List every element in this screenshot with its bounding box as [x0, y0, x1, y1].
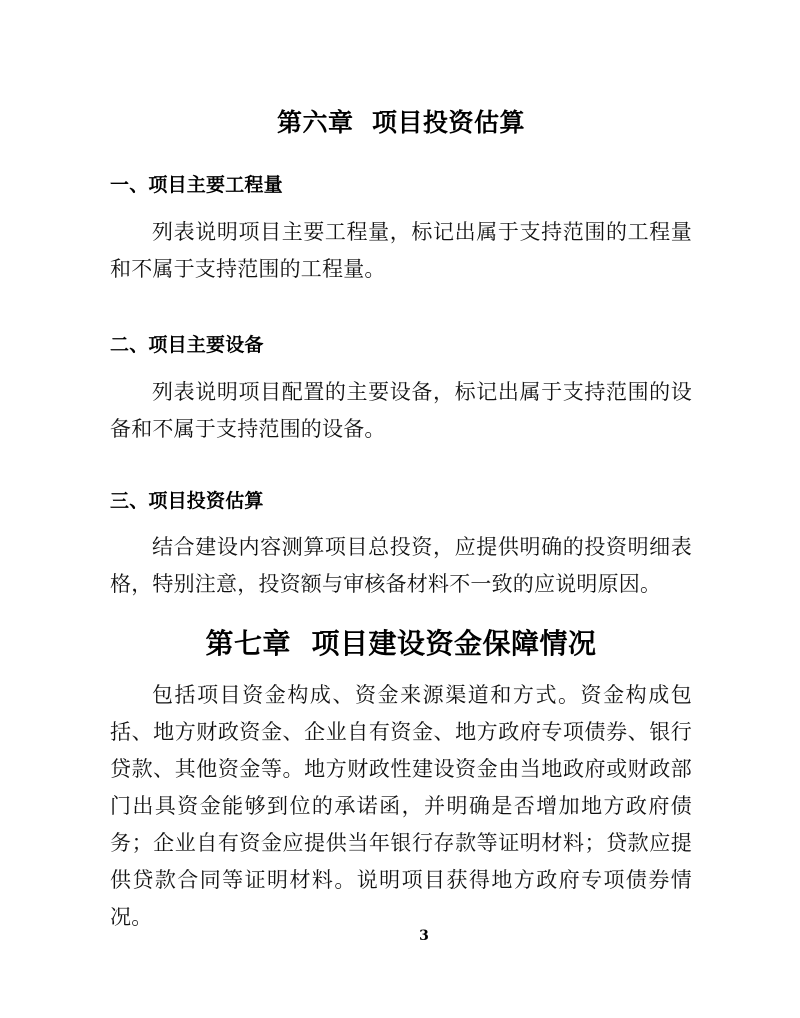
page-content [110, 0, 692, 936]
page-number: 3 [419, 928, 429, 944]
section-heading-3: 三、项目投资估算 [110, 489, 264, 512]
section-body-1: 列表说明项目主要工程量，标记出属于支持范围的工程量和不属于支持范围的工程量。 [110, 219, 692, 281]
section-body-3: 结合建设内容测算项目总投资，应提供明确的投资明细表格，特别注意，投资额与审核备材料不一致的应说明原因。 [110, 535, 692, 597]
section-heading-1: 一、项目主要工程量 [110, 174, 283, 196]
section-heading-2: 二、项目主要设备 [110, 333, 264, 356]
chapter-7-title: 第七章 项目建设资金保障情况 [205, 627, 597, 661]
chapter-7-body: 包括项目资金构成、资金来源渠道和方式。资金构成包括、地方财政资金、企业自有资金、地方政府专项债券、银行贷款、其他资金等。地方财政性建设资金由当地政府或财政部门出具资金能够到位的承诺函，并明确是否增加地方政府债务；企业自有资金应提供当年银行存款等证明材料；贷款应提供贷款合同等证明材料。说明项目获得地方政府专项债券情况。 [110, 683, 692, 930]
chapter-6-title: 第六章 项目投资估算 [277, 108, 525, 137]
section-body-2: 列表说明项目配置的主要设备，标记出属于支持范围的设备和不属于支持范围的设备。 [110, 379, 692, 441]
